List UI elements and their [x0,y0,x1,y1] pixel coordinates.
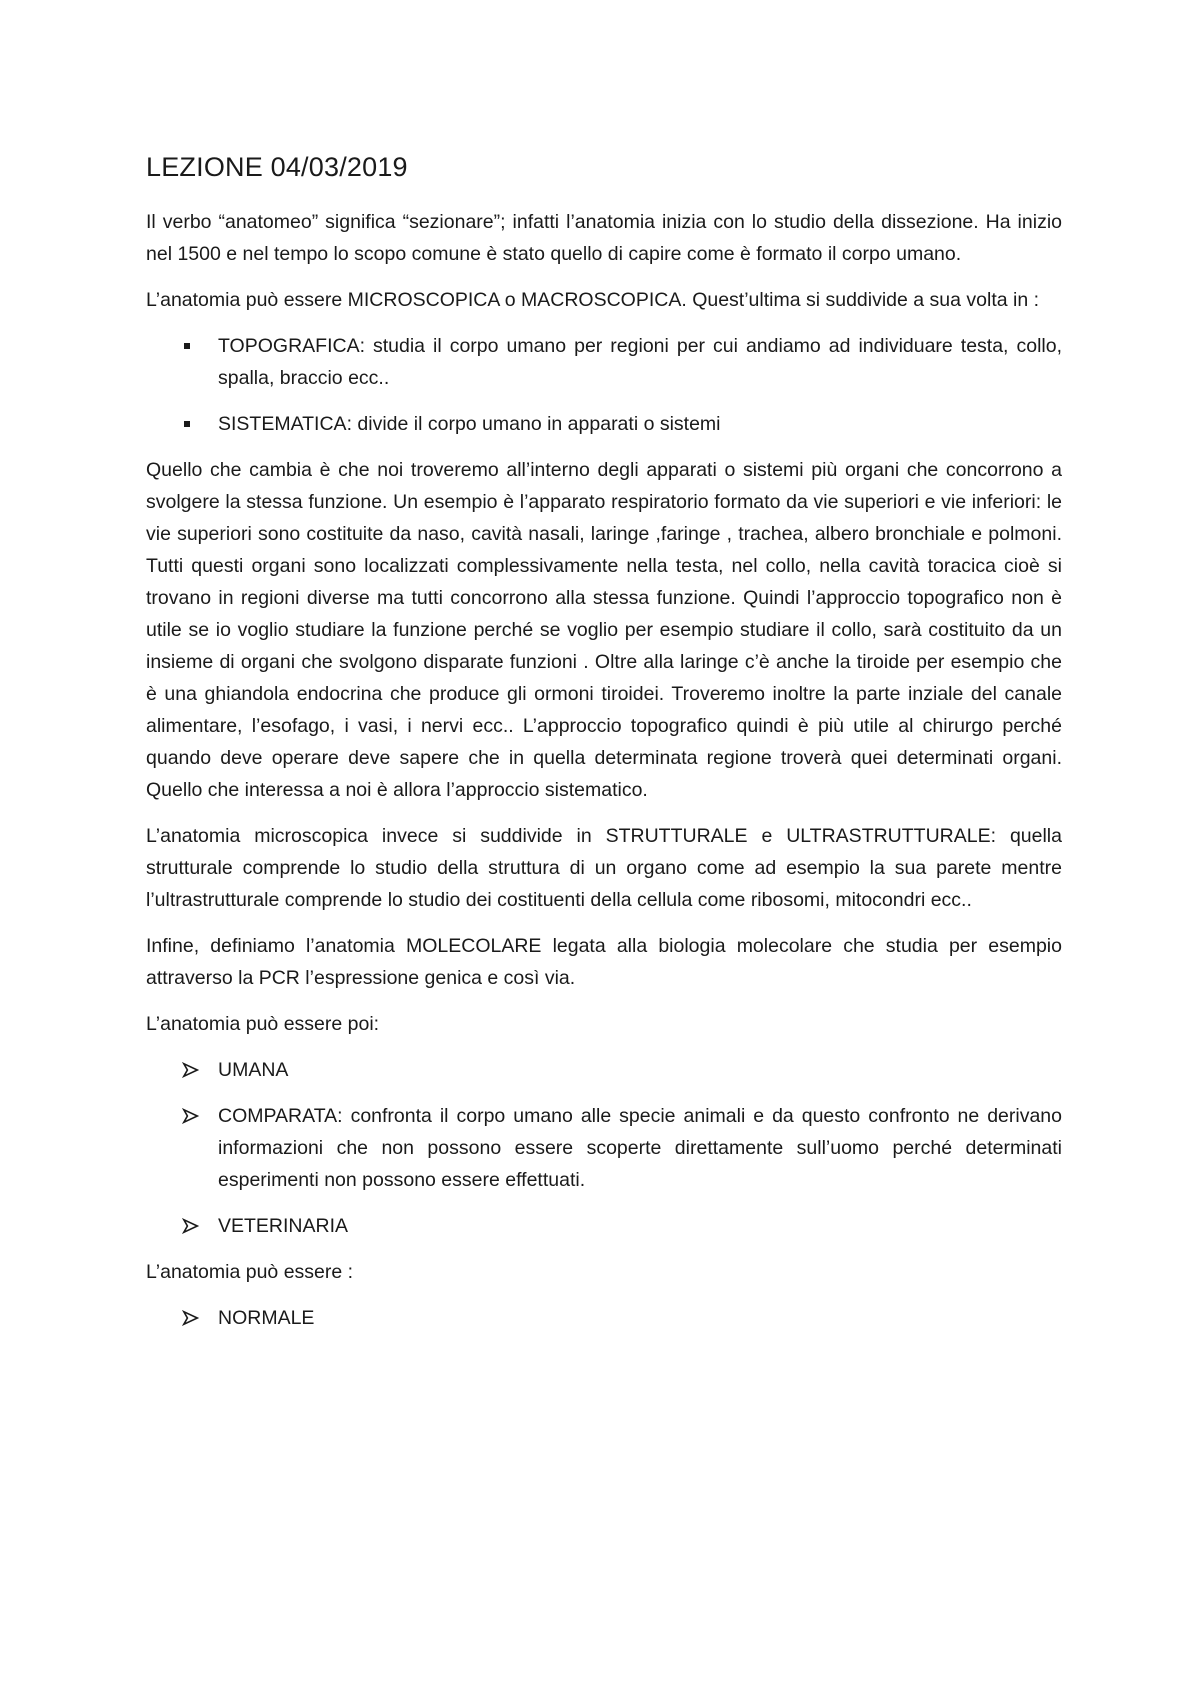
macroscopic-list [146,330,1062,440]
list-item-text: VETERINARIA [218,1215,349,1237]
anatomy-kinds-list [146,1054,1062,1242]
paragraph-then: L’anatomia può essere poi: [146,1013,380,1035]
list-item-text: TOPOGRAFICA: studia il corpo umano per regioni per cui andiamo ad individuare testa, collo, spalla, braccio ecc.. [218,335,1062,389]
paragraph-types: L’anatomia può essere MICROSCOPICA o MACROSCOPICA. Quest’ultima si suddivide a sua volta in : [146,289,1040,311]
list-item [146,1302,1062,1334]
paragraph-can-be: L’anatomia può essere : [146,1261,354,1283]
paragraph-intro: Il verbo “anatomeo” significa “sezionare”; infatti l’anatomia inizia con lo studio della dissezione. Ha inizio nel 1500 e nel tempo lo scopo comune è stato quello di capire come è formato il corpo umano. [146,211,1062,265]
document-title: LEZIONE 04/03/2019 [146,152,408,182]
paragraph-systematic: Quello che cambia è che noi troveremo all’interno degli apparati o sistemi più organi che concorrono a svolgere la stessa funzione. Un esempio è l’apparato respiratorio formato da vie superiori e vie inferiori: le vie superiori sono costituite da naso, cavità nasali, laringe ,faringe , trachea, albero bronchiale e polmoni. Tutti questi organi sono localizzati complessivamente nella testa, nel collo, nella cavità toracica cioè si trovano in regioni diverse ma tutti concorrono alla stessa funzione. Quindi l’approccio topografico non è utile se io voglio studiare la funzione perché se voglio per esempio studiare il collo, sarà costituito da un insieme di organi che svolgono disparate funzioni . Oltre alla laringe c’è anche la tiroide per esempio che è una ghiandola endocrina che produce gli ormoni tiroidei. Troveremo inoltre la parte inziale del canale alimentare, l’esofago, i vasi, i nervi ecc.. L’approccio topografico quindi è più utile al chirurgo perché quando deve operare deve sapere che in quella determinata regione troverà quei determinati organi. Quello che interessa a noi è allora l’approccio sistematico. [146,459,1062,801]
square-bullet-icon [184,408,202,440]
list-item [146,330,1062,394]
paragraph-molecular: Infine, definiamo l’anatomia MOLECOLARE legata alla biologia molecolare che studia per esempio attraverso la PCR l’espressione genica e così via. [146,935,1062,989]
list-item [146,1100,1062,1196]
list-item-text: SISTEMATICA: divide il corpo umano in apparati o sistemi [218,413,721,435]
list-item-text: COMPARATA: confronta il corpo umano alle specie animali e da questo confronto ne derivano informazioni che non possono essere scoperte direttamente sull’uomo perché determinati esperimenti non possono essere effettuati. [218,1105,1062,1191]
arrow-bullet-icon [182,1210,200,1242]
list-item [146,1210,1062,1242]
arrow-bullet-icon [182,1054,200,1086]
arrow-bullet-icon [182,1100,200,1132]
anatomy-normal-list [146,1302,1062,1334]
list-item [146,1054,1062,1086]
arrow-bullet-icon [182,1302,200,1334]
square-bullet-icon [184,330,202,362]
list-item-text: UMANA [218,1059,289,1081]
paragraph-microscopic: L’anatomia microscopica invece si suddivide in STRUTTURALE e ULTRASTRUTTURALE: quella strutturale comprende lo studio della struttura di un organo come ad esempio la sua parete mentre l’ultrastrutturale comprende lo studio dei costituenti della cellula come ribosomi, mitocondri ecc.. [146,825,1062,911]
list-item-text: NORMALE [218,1307,315,1329]
list-item [146,408,1062,440]
document-page [146,150,1062,1348]
